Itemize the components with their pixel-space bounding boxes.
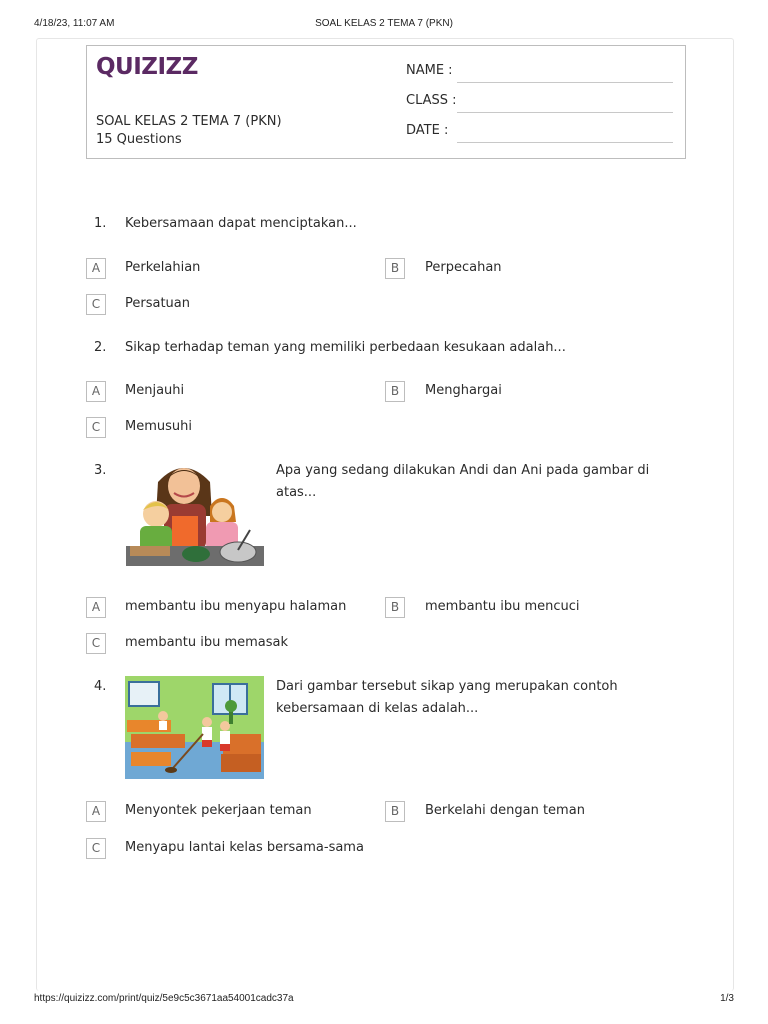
option-box[interactable]: A — [86, 258, 106, 279]
option-box[interactable]: A — [86, 597, 106, 618]
option-box[interactable]: B — [385, 258, 405, 279]
option-text: Menyapu lantai kelas bersama-sama — [125, 840, 364, 855]
option-text: Persatuan — [125, 296, 190, 311]
option-text: Menyontek pekerjaan teman — [125, 803, 312, 818]
question-number: 1. — [94, 216, 107, 231]
question-text: Apa yang sedang dilakukan Andi dan Ani pada gambar di atas... — [276, 463, 650, 500]
question-text — [276, 676, 676, 720]
option-box[interactable]: A — [86, 381, 106, 402]
page-number: 1/3 — [720, 993, 734, 1004]
print-url: https://quizizz.com/print/quiz/5e9c5c3671aa54001cadc37a — [34, 993, 294, 1004]
option-text: membantu ibu memasak — [125, 635, 289, 650]
print-doc-title: SOAL KELAS 2 TEMA 7 (PKN) — [315, 18, 453, 29]
question-text-line: kebersamaan di kelas adalah... — [276, 701, 479, 716]
question-count: 15 Questions — [96, 132, 182, 147]
class-label: CLASS : — [406, 93, 457, 108]
option-box[interactable]: B — [385, 801, 405, 822]
question-number: 3. — [94, 463, 107, 478]
option-text: Perkelahian — [125, 260, 201, 275]
date-label: DATE : — [406, 123, 449, 138]
option-box[interactable]: C — [86, 294, 106, 315]
option-box[interactable]: B — [385, 381, 405, 402]
question-text: Sikap terhadap teman yang memiliki perbedaan kesukaan adalah... — [125, 340, 566, 355]
option-text: Memusuhi — [125, 419, 192, 434]
question-number: 4. — [94, 679, 107, 694]
name-label: NAME : — [406, 63, 453, 78]
option-text: Perpecahan — [425, 260, 502, 275]
option-box[interactable]: A — [86, 801, 106, 822]
option-box[interactable]: C — [86, 417, 106, 438]
quizizz-logo: QUIZIZZ — [96, 54, 198, 80]
question-text-line: Dari gambar tersebut sikap yang merupakan contoh — [276, 679, 618, 694]
option-text: membantu ibu menyapu halaman — [125, 599, 347, 614]
quiz-title: SOAL KELAS 2 TEMA 7 (PKN) — [96, 114, 282, 129]
class-line — [457, 112, 673, 113]
option-text: Menghargai — [425, 383, 502, 398]
option-text: Menjauhi — [125, 383, 185, 398]
option-box[interactable]: B — [385, 597, 405, 618]
question-number: 2. — [94, 340, 107, 355]
print-datetime: 4/18/23, 11:07 AM — [34, 18, 115, 29]
option-text: Berkelahi dengan teman — [425, 803, 585, 818]
classroom-illustration — [125, 676, 264, 779]
option-box[interactable]: C — [86, 838, 106, 859]
cooking-illustration — [126, 460, 264, 574]
worksheet-header — [86, 45, 686, 159]
question-text: Kebersamaan dapat menciptakan... — [125, 216, 357, 231]
option-box[interactable]: C — [86, 633, 106, 654]
option-text: membantu ibu mencuci — [425, 599, 580, 614]
name-line — [457, 82, 673, 83]
date-line — [457, 142, 673, 143]
